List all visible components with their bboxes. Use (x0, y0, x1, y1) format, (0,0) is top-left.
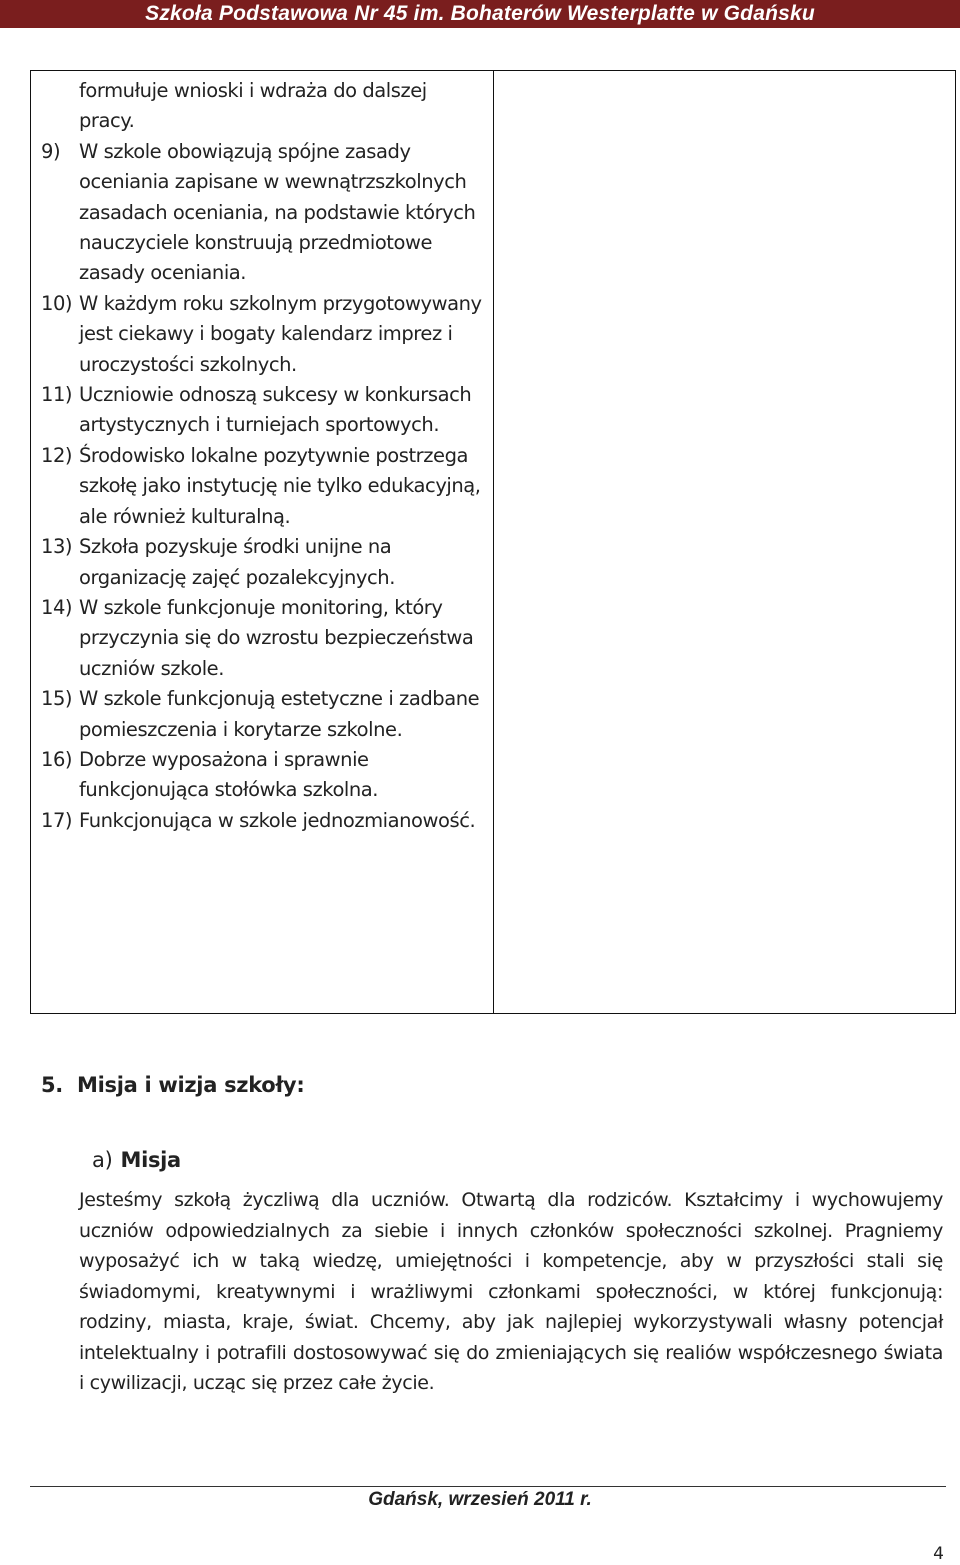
list-item (41, 806, 485, 836)
strengths-list (41, 76, 485, 836)
item-number: 17) (41, 808, 73, 832)
list-item (41, 684, 485, 745)
item-text: W szkole funkcjonuje monitoring, który przyczynia się do wzrostu bezpieczeństwa uczniów szkole. (79, 595, 474, 680)
item-text: Uczniowie odnoszą sukcesy w konkursach artystycznych i turniejach sportowych. (79, 383, 472, 437)
item-text: Dobrze wyposażona i sprawnie funkcjonująca stołówka szkolna. (79, 747, 379, 802)
school-name: Szkoła Podstawowa Nr 45 im. Bohaterów Westerplatte w Gdańsku (145, 2, 815, 25)
subsection-title: Misja (120, 1148, 181, 1172)
item-number: 16) (41, 747, 73, 771)
subsection-heading (92, 1148, 181, 1172)
subsection-letter: a) (92, 1148, 113, 1172)
mission-paragraph: Jesteśmy szkołą życzliwą dla uczniów. Otwartą dla rodziców. Kształcimy i wychowujemy uczniów odpowiedzialnych za siebie i innych członków społeczności szkolnej. Pragniemy wyposażyć ich w taką wiedzę, umiejętności i kompetencje, aby w przyszłości stali się świadomymi, kreatywnymi i wrażliwymi członkami społeczności, w której funkcjonują: rodziny, miasta, kraje, świat. Chcemy, aby jak najlepiej wykorzystywali własny potencjał intelektualny i potrafili dostosowywać się do zmieniających się realiów współczesnego świata i cywilizacji, ucząc się przez całe życie. (79, 1189, 943, 1394)
section-number: 5. (41, 1073, 63, 1097)
item-number: 15) (41, 687, 73, 711)
item-text: Funkcjonująca w szkole jednozmianowość. (79, 808, 476, 832)
item-text: W szkole funkcjonują estetyczne i zadbane pomieszczenia i korytarze szkolne. (79, 687, 480, 741)
list-item (41, 137, 485, 289)
table-cell-left (31, 71, 494, 1013)
item-number: 13) (41, 535, 73, 559)
page-number: 4 (933, 1544, 944, 1564)
item-number: 10) (41, 291, 73, 315)
list-item (41, 593, 485, 684)
item-text: W szkole obowiązują spójne zasady oceniania zapisane w wewnątrzszkolnych zasadach oceniania, na podstawie których nauczyciele konstruują przedmiotowe zasady oceniania. (79, 139, 476, 285)
list-item (41, 289, 485, 380)
list-item-continuation: formułuje wnioski i wdraża do dalszej pracy. (79, 79, 427, 133)
section-heading (41, 1073, 304, 1097)
page-header (0, 0, 960, 28)
item-number: 12) (41, 443, 73, 467)
item-text: W każdym roku szkolnym przygotowywany jest ciekawy i bogaty kalendarz imprez i uroczystości szkolnych. (79, 291, 482, 376)
item-number: 11) (41, 383, 73, 407)
item-text: Szkoła pozyskuje środki unijne na organizację zajęć pozalekcyjnych. (79, 535, 395, 589)
footer-place-date: Gdańsk, wrzesień 2011 r. (368, 1489, 592, 1510)
table-cell-right-empty (494, 71, 955, 1013)
item-text: Środowisko lokalne pozytywnie postrzega szkołę jako instytucję nie tylko edukacyjną, ale również kulturalną. (79, 443, 481, 528)
strengths-table (30, 70, 956, 1014)
item-number: 14) (41, 595, 73, 619)
list-item (41, 380, 485, 441)
list-item (41, 532, 485, 593)
list-item (41, 745, 485, 806)
footer-divider (30, 1486, 946, 1487)
list-item (41, 441, 485, 532)
section-title: Misja i wizja szkoły: (77, 1073, 305, 1097)
item-number: 9) (41, 139, 61, 163)
